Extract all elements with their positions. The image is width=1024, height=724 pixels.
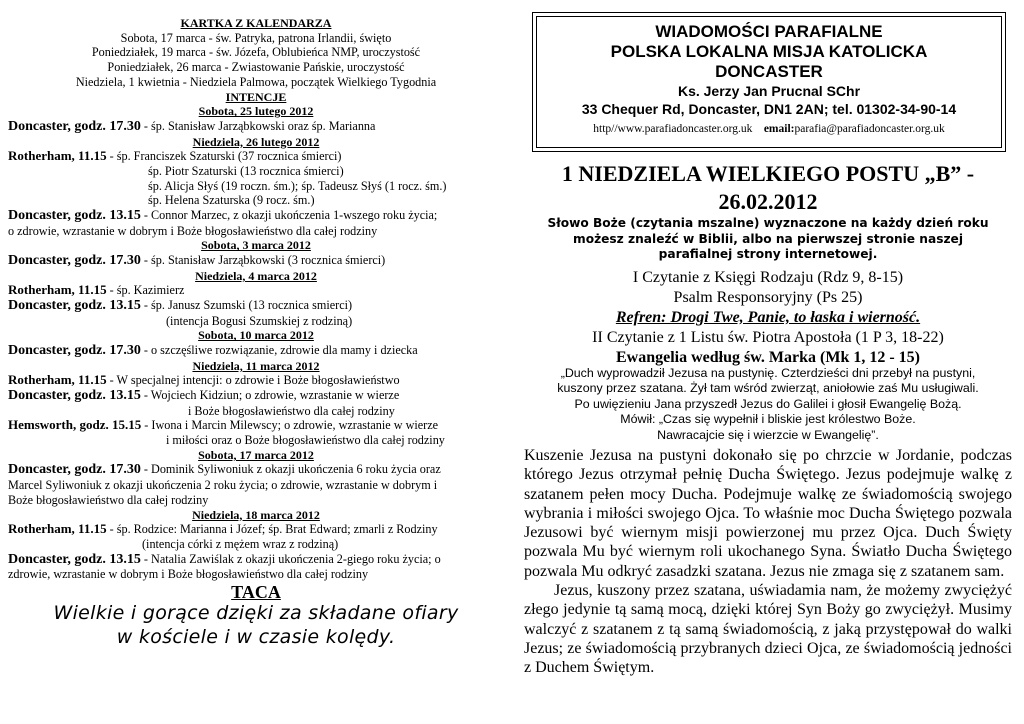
mass-place-time: Rotherham, 11.15 [8,522,107,537]
intention-line: śp. Alicja Słyś (19 roczn. śm.); śp. Tadeusz Słyś (1 rocz. śm.) [148,178,447,193]
word-of-god-note [520,216,1016,263]
intention-row [8,119,504,135]
intention-line: i Boże błogosławieństwo dla całej rodziny [188,403,395,418]
intention-text: - śp. Stanisław Jarząbkowski (3 rocznica śmierci) [140,253,386,268]
intention-text: - W specjalnej intencji: o zdrowie i Boże błogosławieństwo [106,373,400,388]
intention-line: śp. Piotr Szaturski (13 rocznica śmierci) [148,163,344,178]
date-header: Sobota, 25 lutego 2012 [198,104,314,119]
psalm-refrain: Refren: Drogi Twe, Panie, to łaska i wierność. [615,309,921,326]
intention-line: (intencja Bogusi Szumskiej z rodziną) [166,313,353,328]
mass-place-time: Doncaster, godz. 17.30 [8,253,141,269]
mass-place-time: Rotherham, 11.15 [8,149,107,164]
mass-place-time: Doncaster, godz. 13.15 [8,208,141,224]
intention-text: - śp. Stanisław Jarząbkowski oraz śp. Marianna [140,118,376,133]
sunday-title [520,160,1016,216]
newsletter-title: WIADOMOŚCI PARAFIALNE [655,22,883,41]
left-column [8,0,504,649]
taca-header: TACA [231,582,281,602]
sunday-title-line: 1 NIEDZIELA WIELKIEGO POSTU „B” - [561,161,975,186]
intention-row [8,343,504,359]
mass-place-time: Rotherham, 11.15 [8,283,107,298]
intention-row [8,552,504,568]
sunday-date: 26.02.2012 [718,189,818,214]
reflection-text [524,446,1012,678]
intention-row [8,253,504,269]
note-line: Słowo Boże (czytania mszalne) wyznaczone na każdy dzień roku [547,216,989,230]
quote-line: Po uwięzieniu Jana przyszedł Jezus do Galilei i głosił Ewangelię Bożą. [574,396,962,411]
quote-line: Nawracajcie się i wierzcie w Ewangelię”. [657,427,879,442]
date-header: Niedziela, 26 lutego 2012 [192,134,320,149]
mission-name: POLSKA LOKALNA MISJA KATOLICKA [610,42,928,61]
gospel-reading: Ewangelia według św. Marka (Mk 1, 12 - 15) [616,349,920,366]
date-header: Niedziela, 18 marca 2012 [192,507,320,522]
website-link[interactable]: http//www.parafiadoncaster.org.uk [593,123,753,135]
mass-place-time: Doncaster, godz. 13.15 [8,298,141,314]
intention-text: - Wojciech Kidziun; o zdrowie, wzrastanie w wierze [140,388,400,403]
thanks-line: w kościele i w czasie kolędy. [116,626,396,649]
thanks-line: Wielkie i gorące dzięki za składane ofiary [53,601,459,624]
mass-place-time: Rotherham, 11.15 [8,373,107,388]
quote-line: kuszony przez szatana. Żył tam wśród zwierząt, aniołowie zaś Mu usługiwali. [557,381,979,396]
priest-name: Ks. Jerzy Jan Prucnal SChr [677,83,861,99]
email-label: email: [763,123,795,135]
readings-list [520,268,1016,368]
intention-line: śp. Helena Szaturska (9 rocz. śm.) [148,193,315,208]
mass-place-time: Doncaster, godz. 13.15 [8,388,141,404]
intention-line: o zdrowie, wzrastanie w dobrym i Boże błogosławieństwo dla całej rodziny [8,223,378,238]
calendar-entry: Poniedziałek, 19 marca - św. Józefa, Oblubieńca NMP, uroczystość [91,45,421,60]
mass-place-time: Doncaster, godz. 17.30 [8,462,141,478]
calendar-entry: Sobota, 17 marca - św. Patryka, patrona Irlandii, święto [120,30,392,45]
date-header: Niedziela, 11 marca 2012 [192,358,320,373]
intention-text: - o szczęśliwe rozwiązanie, zdrowie dla mamy i dziecka [140,343,418,358]
mass-place-time: Doncaster, godz. 13.15 [8,551,141,567]
first-reading: I Czytanie z Księgi Rodzaju (Rdz 9, 8-15) [632,269,904,286]
reflection-paragraph: Jezus, kuszony przez szatana, uświadamia nam, że możemy zwyciężyć złego jedynie tą samą mocą, dzięki której Syn Boży go zwyciężył. Musimy walczyć z szatanem z tą samą świadomością, z jaką przystępował do walki Jezus; ze świadomością przybranych dzieci Ojca, ze świadomością jedności z Duchem Świętym. [524,582,1012,677]
intention-text: - śp. Kazimierz [106,283,185,298]
intention-row [8,149,504,164]
mass-place-time: Doncaster, godz. 17.30 [8,343,141,359]
gospel-quote [520,366,1016,443]
intention-row [8,283,504,298]
date-header: Niedziela, 4 marca 2012 [195,268,317,283]
intention-text: - Dominik Syliwoniuk z okazji ukończenia 6 roku życia oraz [140,462,441,477]
mission-city: DONCASTER [715,62,823,81]
note-line: parafialnej strony internetowej. [658,247,878,261]
calendar-entry: Poniedziałek, 26 marca - Zwiastowanie Pańskie, uroczystość [107,60,405,75]
intention-line: zdrowie, wzrastanie w dobrym i Boże błogosławieństwo dla całej rodziny [8,567,369,582]
intention-row [8,298,504,314]
contact-line [537,121,1001,137]
intention-row [8,462,504,478]
intention-line: Boże błogosławieństwo dla całej rodziny [8,492,209,507]
mass-place-time: Hemsworth, godz. 15.15 [8,418,142,433]
intention-row [8,522,504,537]
note-line: możesz znaleźć w Biblii, albo na pierwszej stronie naszej [573,231,963,246]
quote-line: „Duch wyprowadził Jezusa na pustynię. Czterdzieści dni przebył na pustyni, [560,366,976,380]
psalm: Psalm Responsoryjny (Ps 25) [673,289,863,306]
parish-address: 33 Chequer Rd, Doncaster, DN1 2AN; tel. 01302-34-90-14 [581,101,957,117]
mass-place-time: Doncaster, godz. 17.30 [8,118,141,134]
intentions-header: INTENCJE [225,89,287,104]
email-link[interactable]: parafia@parafiadoncaster.org.uk [794,123,945,135]
date-header: Sobota, 10 marca 2012 [198,328,314,343]
calendar-entry: Niedziela, 1 kwietnia - Niedziela Palmowa, początek Wielkiego Tygodnia [75,74,437,89]
intention-row [8,208,504,224]
intention-row [8,418,504,433]
intention-line: Marcel Syliwoniuk z okazji ukończenia 2 roku życia; o zdrowie, wzrastanie w dobrym i [8,478,438,493]
intention-line: (intencja córki z mężem wraz z rodziną) [142,536,339,551]
quote-line: Mówił: „Czas się wypełnił i bliskie jest królestwo Boże. [620,412,916,427]
date-header: Sobota, 3 marca 2012 [201,238,311,253]
intention-line: i miłości oraz o Boże błogosławieństwo dla całej rodziny [166,433,445,448]
header-box [532,12,1006,152]
date-header: Sobota, 17 marca 2012 [198,447,314,462]
intention-row [8,388,504,404]
reflection-paragraph: Kuszenie Jezusa na pustyni dokonało się po chrzcie w Jordanie, podczas którego Jezus otrzymał pełnię Ducha Świętego. Jezus podejmuje walkę z szatanem pełen mocy Ducha. Podejmuje walkę ze świadomością swojego wybrania i miłości swojego Ojca. To właśnie moc Ducha Świętego pozwala Jezusowi być wiernym misji powierzonej mu przez Ojca. Duch Święty pozwala Mu być wiernym roli ukochanego Syna. Światło Ducha Świętego pozwala Mu odkryć zasadzki szatana. Jezus nie zmaga się z szatanem sam. [524,447,1012,580]
calendar-header: KARTKA Z KALENDARZA [180,16,332,30]
intention-text: - śp. Franciszek Szaturski (37 rocznica śmierci) [106,149,342,164]
header-box-inner [536,16,1002,148]
intention-text: - śp. Janusz Szumski (13 rocznica smierci) [140,298,353,313]
intention-text: - Connor Marzec, z okazji ukończenia 1-wszego roku życia; [140,208,438,223]
intention-text: - Natalia Zawiślak z okazji ukończenia 2-giego roku życia; o [140,551,441,566]
right-column [520,0,1016,724]
second-reading: II Czytanie z 1 Listu św. Piotra Apostoła (1 P 3, 18-22) [592,329,944,346]
intention-text: - śp. Rodzice: Marianna i Józef; śp. Brat Edward; zmarli z Rodziny [106,522,438,537]
intention-text: - Iwona i Marcin Milewscy; o zdrowie, wzrastanie w wierze [141,418,439,433]
intention-row [8,373,504,388]
